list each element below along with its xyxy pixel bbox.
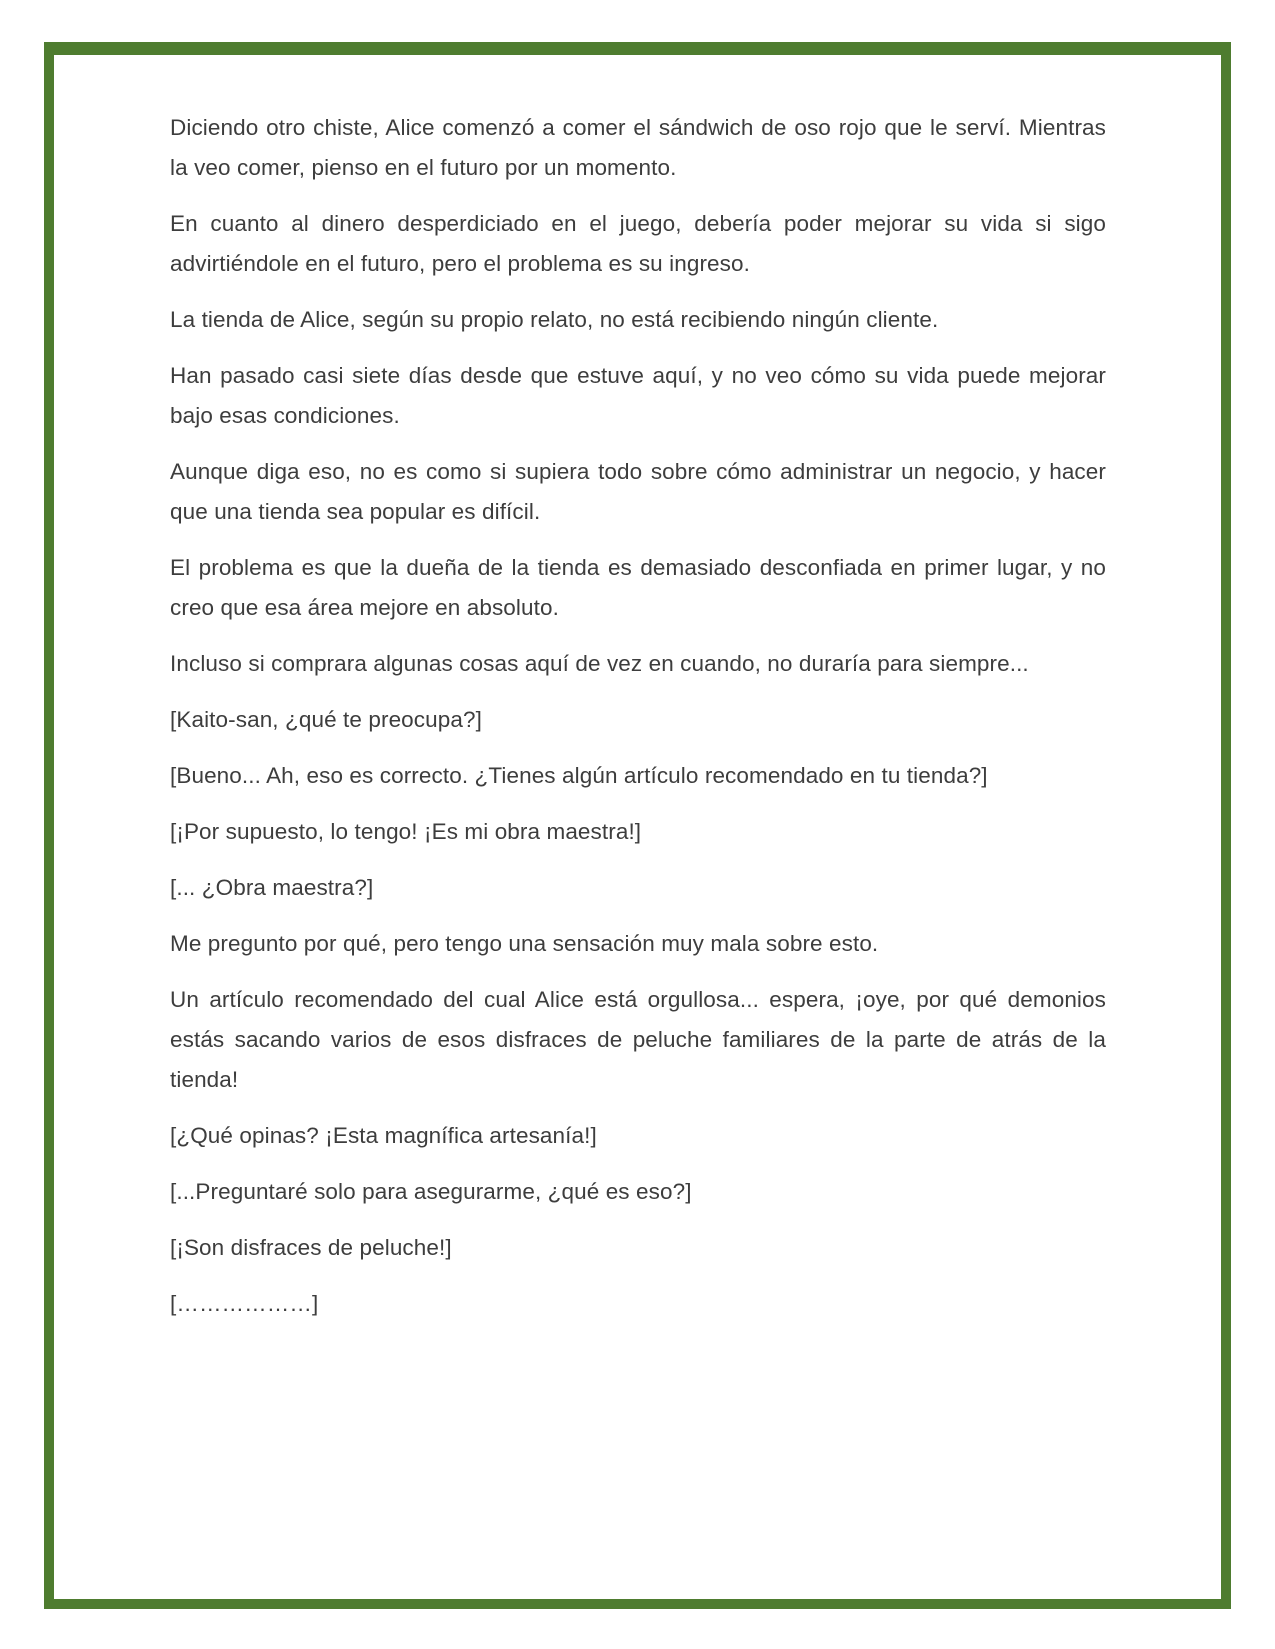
paragraph: Han pasado casi siete días desde que estuve aquí, y no veo cómo su vida puede mejorar bajo esas condiciones.	[170, 363, 1106, 428]
document-content	[54, 52, 1221, 1599]
paragraph: Me pregunto por qué, pero tengo una sensación muy mala sobre esto.	[170, 931, 879, 956]
dialogue-line: [………………]	[170, 1291, 319, 1316]
paragraph: Un artículo recomendado del cual Alice está orgullosa... espera, ¡oye, por qué demonios estás sacando varios de esos disfraces de peluche familiares de la parte de atrás de la tienda!	[170, 987, 1106, 1092]
paragraph: La tienda de Alice, según su propio relato, no está recibiendo ningún cliente.	[170, 307, 939, 332]
dialogue-line: [Bueno... Ah, eso es correcto. ¿Tienes algún artículo recomendado en tu tienda?]	[170, 763, 988, 788]
dialogue-line: [¡Son disfraces de peluche!]	[170, 1235, 452, 1260]
dialogue-line: [¡Por supuesto, lo tengo! ¡Es mi obra maestra!]	[170, 819, 642, 844]
paragraph: En cuanto al dinero desperdiciado en el juego, debería poder mejorar su vida si sigo advirtiéndole en el futuro, pero el problema es su ingreso.	[170, 211, 1106, 276]
paragraph: Diciendo otro chiste, Alice comenzó a comer el sándwich de oso rojo que le serví. Mientras la veo comer, pienso en el futuro por un momento.	[170, 115, 1106, 180]
paragraph: El problema es que la dueña de la tienda es demasiado desconfiada en primer lugar, y no creo que esa área mejore en absoluto.	[170, 555, 1106, 620]
paragraph: Incluso si comprara algunas cosas aquí de vez en cuando, no duraría para siempre...	[170, 651, 1029, 676]
dialogue-line: [¿Qué opinas? ¡Esta magnífica artesanía!]	[170, 1123, 597, 1148]
dialogue-line: [Kaito-san, ¿qué te preocupa?]	[170, 707, 482, 732]
paragraph: Aunque diga eso, no es como si supiera todo sobre cómo administrar un negocio, y hacer que una tienda sea popular es difícil.	[170, 459, 1106, 524]
dialogue-line: [... ¿Obra maestra?]	[170, 875, 374, 900]
dialogue-line: [...Preguntaré solo para asegurarme, ¿qué es eso?]	[170, 1179, 692, 1204]
